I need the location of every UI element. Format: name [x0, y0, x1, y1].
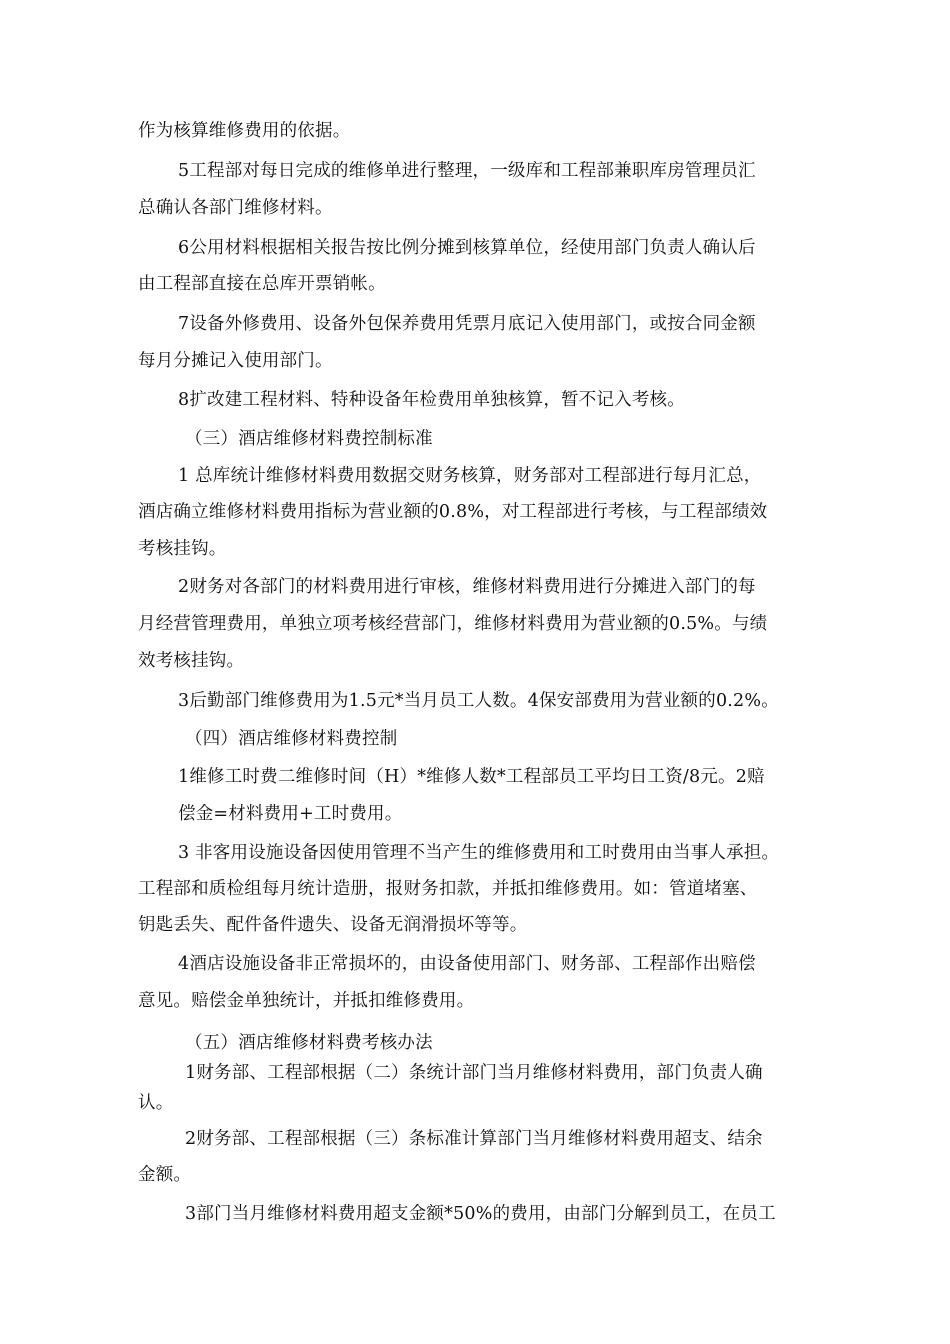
text-line: 总确认各部门维修材料。	[138, 198, 333, 218]
text-line: 月经营管理费用，单独立项考核经营部门，维修材料费用为营业额的0.5%。与绩	[138, 614, 768, 634]
text-line: 考核挂钩。	[138, 539, 227, 559]
text-line: 偿金=材料费用+工时费用。	[178, 804, 403, 824]
text-line: 工程部和质检组每月统计造册，报财务扣款，并抵扣维修费用。如：管道堵塞、	[138, 879, 758, 899]
section-heading: （五）酒店维修材料费考核办法	[185, 1033, 433, 1053]
text-line: 由工程部直接在总库开票销帐。	[138, 274, 386, 294]
text-line: 8扩改建工程材料、特种设备年检费用单独核算，暂不记入考核。	[178, 390, 685, 410]
section-heading: （三）酒店维修材料费控制标准	[185, 429, 433, 449]
text-line: 每月分摊记入使用部门。	[138, 351, 333, 371]
text-line: 4酒店设施设备非正常损坏的，由设备使用部门、财务部、工程部作出赔偿	[178, 954, 756, 974]
text-line: 1 总库统计维修材料费用数据交财务核算，财务部对工程部进行每月汇总，	[178, 466, 762, 486]
text-line: 酒店确立维修材料费用指标为营业额的0.8%，对工程部进行考核，与工程部绩效	[138, 502, 768, 522]
text-line: 3 非客用设施设备因使用管理不当产生的维修费用和工时费用由当事人承担。	[178, 843, 780, 863]
text-line: 钥匙丢失、配件备件遗失、设备无润滑损坏等等。	[138, 915, 528, 935]
text-line: 1维修工时费二维修时间（H）*维修人数*工程部员工平均日工资/8元。2赔	[178, 767, 765, 787]
text-line: 3部门当月维修材料费用超支金额*50%的费用，由部门分解到员工，在员工	[185, 1204, 776, 1224]
section-heading: （四）酒店维修材料费控制	[185, 729, 398, 749]
text-line: 5工程部对每日完成的维修单进行整理，一级库和工程部兼职库房管理员汇	[178, 161, 756, 181]
text-line: 作为核算维修费用的依据。	[138, 121, 351, 141]
text-line: 7设备外修费用、设备外包保养费用凭票月底记入使用部门，或按合同金额	[178, 314, 756, 334]
text-line: 1财务部、工程部根据（二）条统计部门当月维修材料费用，部门负责人确	[185, 1063, 763, 1083]
text-line: 金额。	[138, 1165, 192, 1185]
text-line: 效考核挂钩。	[138, 651, 245, 671]
text-line: 2财务对各部门的材料费用进行审核，维修材料费用进行分摊进入部门的每	[178, 577, 756, 597]
text-line: 6公用材料根据相关报告按比例分摊到核算单位，经使用部门负责人确认后	[178, 238, 756, 258]
text-line: 3后勤部门维修费用为1.5元*当月员工人数。4保安部费用为营业额的0.2%。	[178, 691, 779, 711]
text-line: 意见。赔偿金单独统计，并抵扣维修费用。	[138, 991, 475, 1011]
text-line: 2财务部、工程部根据（三）条标准计算部门当月维修材料费用超支、结余	[185, 1129, 763, 1149]
text-line: 认。	[138, 1093, 174, 1113]
